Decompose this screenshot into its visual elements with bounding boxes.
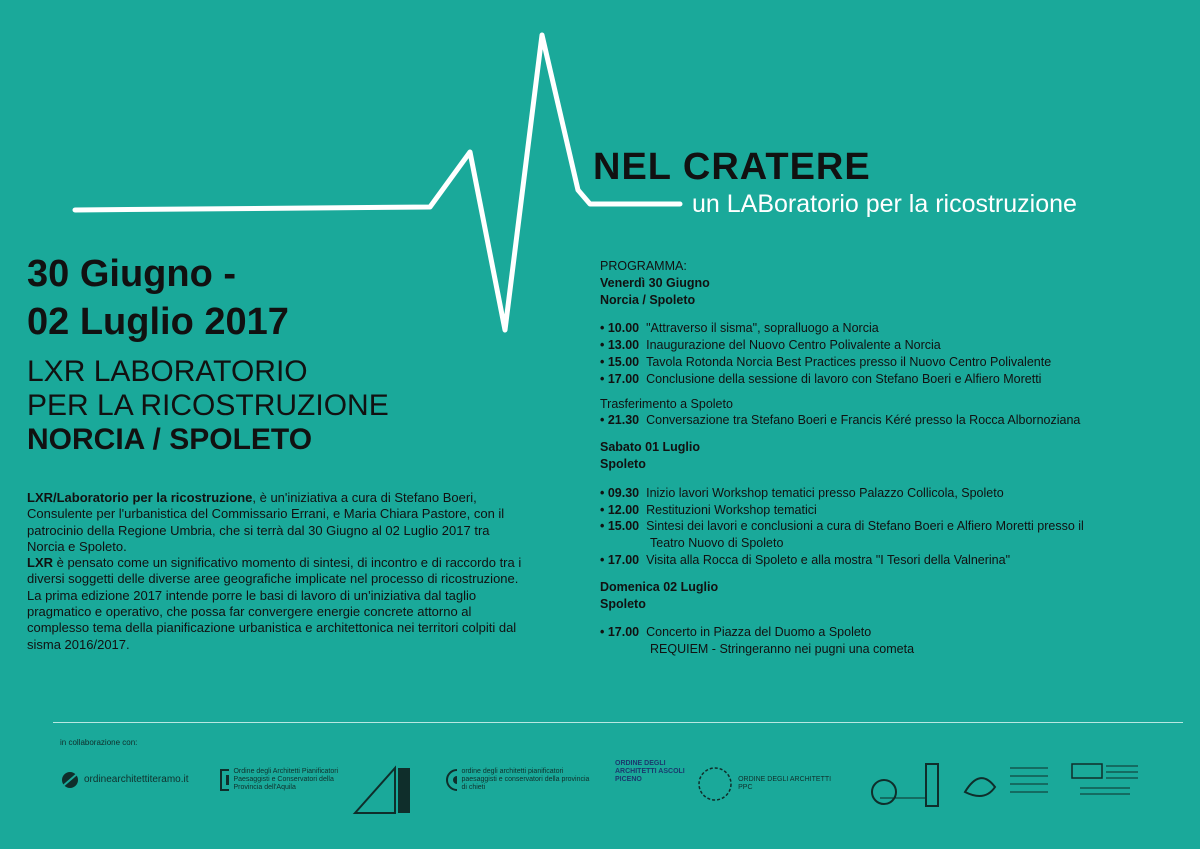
intro-p1: , è un'iniziativa a cura di Stefano Boeri, Consulente per l'urbanistica del Commissario Errani, e Maria Chiara Pastore, con il patrocinio della Regione Umbria, che si terrà dal 30 Giugno al 02 Luglio 2017 tra Norcia e Spoleto. (27, 490, 505, 554)
program-item: • 12.00 Restituzioni Workshop tematici (600, 502, 817, 517)
grid-logo-icon (1070, 760, 1140, 806)
program-item: • 17.00 Conclusione della sessione di lavoro con Stefano Boeri e Alfiero Moretti (600, 371, 1042, 386)
event-dates-line1: 30 Giugno - (27, 253, 236, 295)
program-item: • 09.30 Inizio lavori Workshop tematici presso Palazzo Collicola, Spoleto (600, 485, 1004, 500)
day2-place: Spoleto (600, 456, 646, 471)
page-subtitle: un LABoratorio per la ricostruzione (692, 190, 1077, 218)
program-item-continuation: REQUIEM - Stringeranno nei pugni una cometa (650, 642, 915, 657)
page-title: NEL CRATERE (593, 146, 871, 188)
event-dates (27, 250, 289, 346)
program-item: • 15.00 Tavola Rotonda Norcia Best Practices presso il Nuovo Centro Polivalente (600, 354, 1052, 369)
day1-place: Norcia / Spoleto (600, 292, 696, 307)
program-item: • 21.30 Conversazione tra Stefano Boeri e Francis Kéré presso la Rocca Albornoziana (600, 413, 1081, 428)
star-logo-icon (695, 764, 734, 804)
collab-label: in collaborazione con: (60, 738, 138, 747)
partner-logo (350, 758, 420, 818)
partner-logo: ordinearchitettiteramo.it (60, 770, 189, 790)
event-name (27, 355, 389, 457)
partner-logo (1070, 760, 1140, 806)
round-logo-icon (445, 768, 457, 792)
day2-title: Sabato 01 Luglio (600, 440, 701, 455)
partner-logo (960, 762, 1050, 808)
partner-logo: Ordine degli Architetti Pianificatori Paesaggisti e Conservatori della Provincia dell'Aquila (220, 768, 350, 792)
intro-lead2: LXR (27, 555, 53, 571)
day3-place: Spoleto (600, 596, 646, 611)
partner-logo (870, 762, 940, 808)
intro-lead: LXR/Laboratorio per la ricostruzione (27, 490, 253, 505)
day3-title: Domenica 02 Luglio (600, 579, 719, 594)
partner-logo: ordine degli architetti pianificatori paesaggisti e conservatori della provincia di chieti (445, 768, 595, 792)
bird-logo-icon (960, 762, 1050, 808)
program-item: • 15.00 Sintesi dei lavori e conclusioni a cura di Stefano Boeri e Alfiero Moretti presso il (600, 519, 1084, 534)
event-name-line2: PER LA RICOSTRUZIONE (27, 389, 389, 422)
program-label: PROGRAMMA: (600, 259, 687, 273)
program-item: • 17.00 Concerto in Piazza del Duomo a Spoleto (600, 625, 872, 640)
event-location: NORCIA / SPOLETO (27, 423, 313, 456)
footer-divider (53, 722, 1183, 723)
intro-p2: è pensato come un significativo momento di sintesi, di incontro e di raccordo tra i diversi soggetti delle diverse aree geografiche implicate nel processo di ricostruzione. La prima edizione 2017 intende porre le basi di lavoro di un'iniziativa dal taglio pragmatico e operativo, che possa far convergere energie concrete attorno al complesso tema della pianificazione urbanistica e architettonica nei territori colpiti dal sisma 2016/2017. (27, 555, 522, 652)
triangle-logo-icon (350, 758, 420, 818)
program-section (600, 258, 1170, 658)
program-item: • 13.00 Inaugurazione del Nuovo Centro Polivalente a Norcia (600, 338, 941, 353)
program-item: • 10.00 "Attraverso il sisma", sopralluogo a Norcia (600, 321, 879, 336)
day1-title: Venerdì 30 Giugno (600, 275, 710, 290)
building-logo-icon (870, 762, 940, 808)
program-item: • 17.00 Visita alla Rocca di Spoleto e alla mostra "I Tesori della Valnerina" (600, 552, 1011, 567)
event-name-line1: LXR LABORATORIO (27, 355, 308, 388)
partner-logos (60, 758, 1190, 828)
intro-text (27, 490, 527, 653)
program-item-continuation: Teatro Nuovo di Spoleto (650, 536, 784, 551)
partner-logo: ORDINE DEGLI ARCHITETTI PPC (695, 764, 845, 804)
event-dates-line2: 02 Luglio 2017 (27, 301, 289, 343)
day1-transfer: Trasferimento a Spoleto (600, 396, 733, 411)
partner-logo: ORDINE DEGLI ARCHITETTI ASCOLI PICENO (615, 760, 685, 783)
circle-logo-icon (60, 770, 80, 790)
square-logo-icon (220, 769, 229, 791)
